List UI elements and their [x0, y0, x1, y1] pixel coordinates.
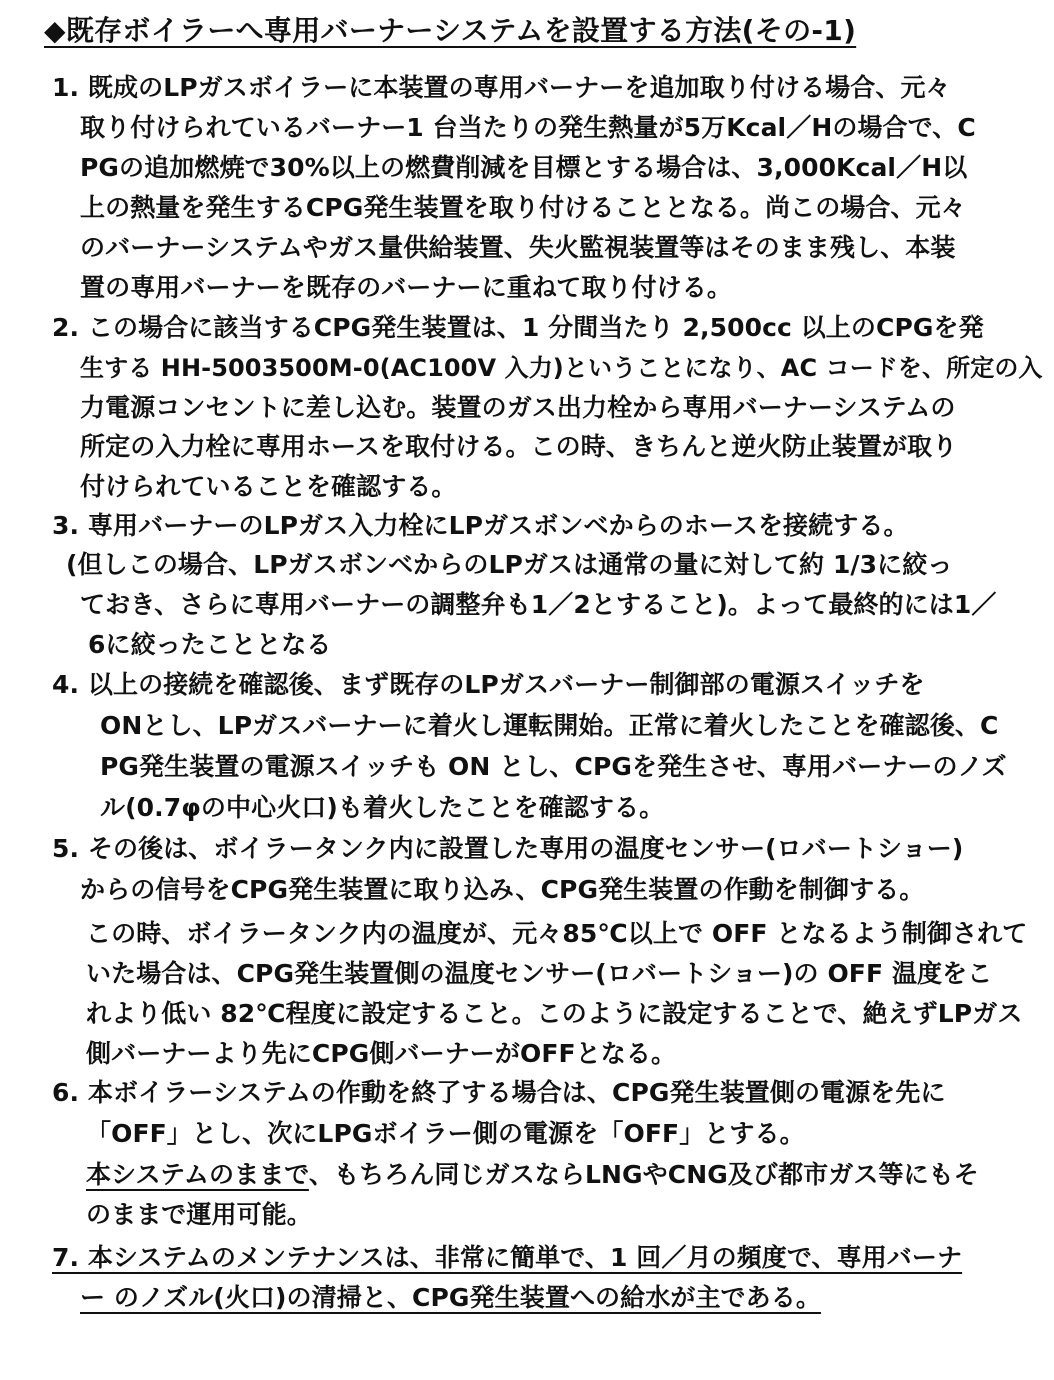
item-1-line-5: のバーナーシステムやガス量供給装置、失火監視装置等はそのまま残し、本装: [80, 233, 956, 262]
item-2-line-2: 生する HH-5003500M-0(AC100V 入力)ということになり、AC コードを、所定の入: [80, 354, 1043, 382]
item-5-line-3: この時、ボイラータンク内の温度が、元々85℃以上で OFF となるよう制御されて: [86, 919, 1028, 948]
item-1-line-1: 1. 既成のLPガスボイラーに本装置の専用バーナーを追加取り付ける場合、元々: [52, 73, 951, 102]
page-title: ◆既存ボイラーへ専用バーナーシステムを設置する方法(その-1): [44, 14, 857, 47]
item-6-line-4: のままで運用可能。: [86, 1200, 312, 1229]
item-1-line-4: 上の熱量を発生するCPG発生装置を取り付けることとなる。尚この場合、元々: [80, 193, 966, 222]
item-1-line-6: 置の専用バーナーを既存のバーナーに重ねて取り付ける。: [80, 273, 732, 302]
item-2-line-3: 力電源コンセントに差し込む。装置のガス出力栓から専用バーナーシステムの: [80, 393, 956, 422]
item-5-line-6: 側バーナーより先にCPG側バーナーがOFFとなる。: [86, 1039, 677, 1068]
item-5-line-1: 5. その後は、ボイラータンク内に設置した専用の温度センサー(ロバートショー): [52, 834, 964, 863]
item-3-line-3: ておき、さらに専用バーナーの調整弁も1／2とすること)。よって最終的には1／: [80, 590, 997, 619]
item-7-line-2: ー のノズル(火口)の清掃と、CPG発生装置への給水が主である。: [80, 1283, 821, 1312]
item-1-line-2: 取り付けられているバーナー1 台当たりの発生熱量が5万Kcal／Hの場合で、C: [80, 113, 976, 142]
item-2-line-4: 所定の入力栓に専用ホースを取付ける。この時、きちんと逆火防止装置が取り: [80, 432, 958, 461]
item-5-line-5: れより低い 82℃程度に設定すること。このように設定することで、絶えずLPガス: [86, 999, 1023, 1028]
item-6-line-1: 6. 本ボイラーシステムの作動を終了する場合は、CPG発生装置側の電源を先に: [52, 1078, 946, 1107]
item-4-line-3: PG発生装置の電源スイッチも ON とし、CPGを発生させ、専用バーナーのノズ: [100, 752, 1007, 781]
item-7-line-1: 7. 本システムのメンテナンスは、非常に簡単で、1 回／月の頻度で、専用バーナ: [52, 1243, 963, 1272]
item-3-line-2: (但しこの場合、LPガスボンベからのLPガスは通常の量に対して約 1/3に絞っ: [66, 550, 953, 579]
item-6-line-2: 「OFF」とし、次にLPGボイラー側の電源を「OFF」とする。: [86, 1119, 805, 1148]
item-2-line-5: 付けられていることを確認する。: [80, 472, 457, 501]
item-5-line-4: いた場合は、CPG発生装置側の温度センサー(ロバートショー)の OFF 温度をこ: [86, 959, 993, 988]
item-3-line-4: 6に絞ったこととなる: [88, 630, 332, 659]
item-3-line-1: 3. 専用バーナーのLPガス入力栓にLPガスボンベからのホースを接続する。: [52, 511, 909, 540]
item-4-line-2: ONとし、LPガスバーナーに着火し運転開始。正常に着火したことを確認後、C: [100, 711, 999, 740]
item-4-line-4: ル(0.7φの中心火口)も着火したことを確認する。: [100, 793, 665, 822]
item-5-line-2: からの信号をCPG発生装置に取り込み、CPG発生装置の作動を制御する。: [80, 875, 925, 904]
item-1-line-3: PGの追加燃焼で30%以上の燃費削減を目標とする場合は、3,000Kcal／H以: [80, 153, 968, 182]
item-6-line-3: [86, 1157, 979, 1193]
item-2-line-1: 2. この場合に該当するCPG発生装置は、1 分間当たり 2,500cc 以上のCPGを発: [52, 313, 984, 342]
underlined-phrase: 本システムのままで: [86, 1160, 309, 1189]
item-4-line-1: 4. 以上の接続を確認後、まず既存のLPガスバーナー制御部の電源スイッチを: [52, 670, 925, 699]
item-6-line-3-rest: 、もちろん同じガスならLNGやCNG及び都市ガス等にもそ: [308, 1160, 979, 1189]
